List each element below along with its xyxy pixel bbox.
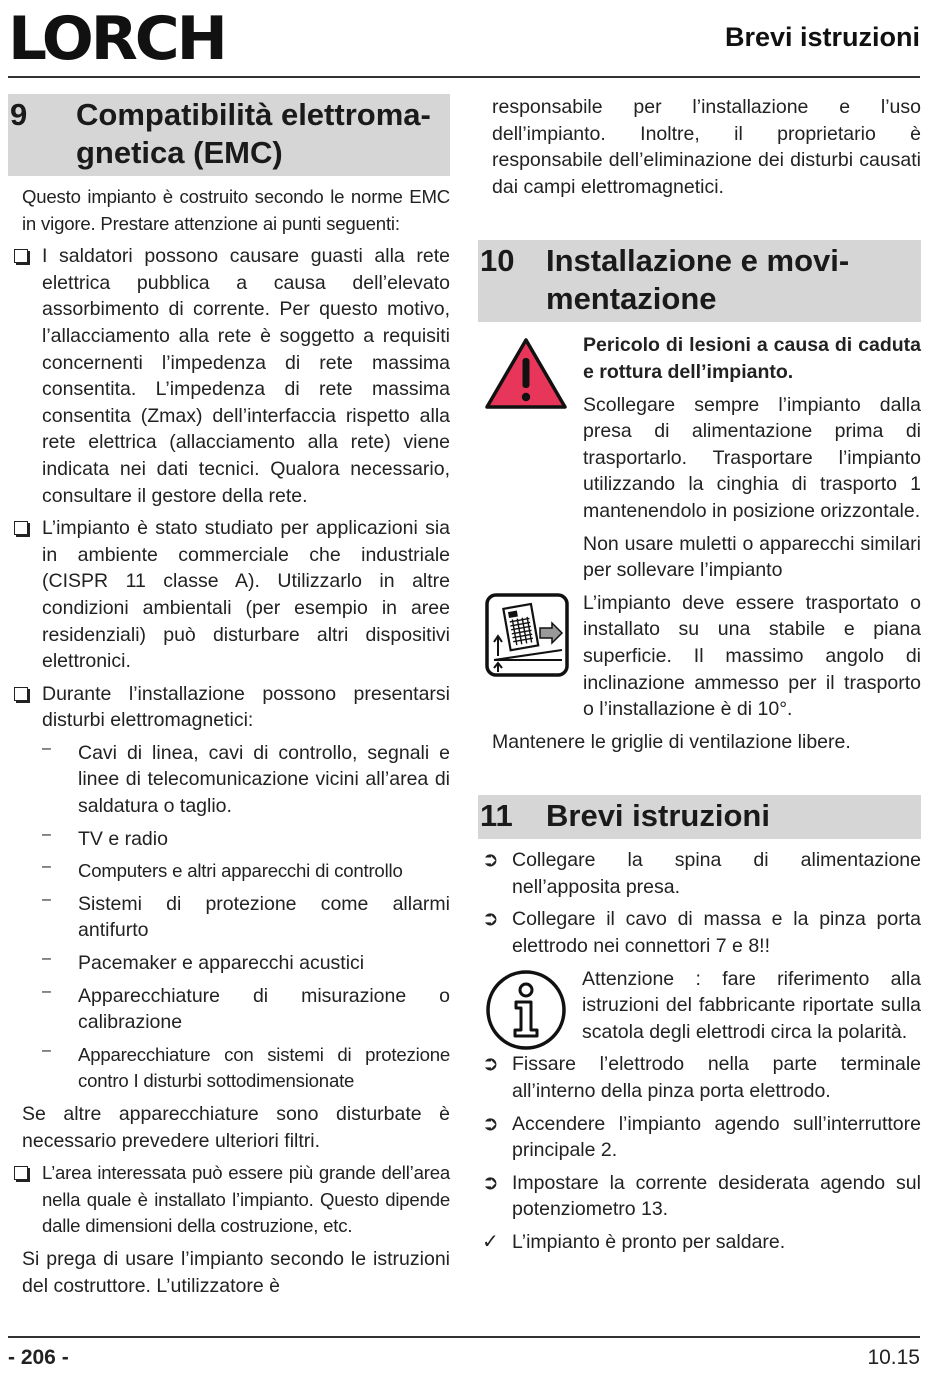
ventilation-paragraph: Mantenere le griglie di ventilazione libere. [492,730,851,753]
dash-item [8,983,450,1036]
bullet-item [8,515,450,675]
dash-item [8,1042,450,1095]
tilt-text: L’impianto deve essere trasportato o installato su una stabile e piana superficie. Il massimo angolo di inclinazione ammesso per il trasporto o l’installazione è di 10°. [583,591,921,721]
step-item [478,847,921,900]
document-version: 10.15 [867,1346,920,1369]
warning-text: Non usare muletti o apparecchi similari per sollevare l’impianto [583,532,921,582]
dash-text: Cavi di linea, cavi di controllo, segnali e linee di telecomunicazione vicini all’area di saldatura o taglio. [78,741,450,818]
dash-mark: – [42,825,51,843]
bullet-text: L’impianto è stato studiato per applicazioni sia in ambiente commerciale che industriale (CISPR 11 classe A). Utilizzarlo in altre condizioni ambientali (per esempio in aree residenziali) può disturbare altri dispositivi elettronici. [42,517,450,673]
info-text: Attenzione : fare riferimento alla istruzioni del fabbricante riportate sulla scatola degli elettrodi circa la polarità. [582,967,921,1043]
step-text: Impostare la corrente desiderata agendo sul potenziometro 13. [512,1171,921,1221]
arrow-bullet-icon: ➲ [482,908,499,931]
dash-text: Sistemi di protezione come allarmi antifurto [78,892,450,942]
emc-intro: Questo impianto è costruito secondo le norme EMC in vigore. Prestare attenzione ai punti seguenti: [22,186,450,234]
bullet-item [8,243,450,509]
dash-item [8,740,450,820]
bullet-item [8,681,450,734]
result-text: L’impianto è pronto per saldare. [512,1231,786,1253]
bullet-text: I saldatori possono causare guasti alla rete elettrica pubblica a causa dell’elevato assorbimento di corrente. Per questo motivo, l’allacciamento alla rete è soggetto a requisiti concernenti l’impedenza di rete massima consentita. L’impedenza di rete massima consentita (Zmax) dell’interfaccia rispetto alla rete elettrica (allacciamento alla rete) viene indicata nei dati tecnici. Qualora necessario, consultare il gestore della rete. [42,245,450,507]
step-item [478,1170,921,1223]
tilt-block [478,590,921,723]
arrow-bullet-icon: ➲ [482,1112,499,1135]
dash-mark: – [42,858,51,876]
dash-mark: – [42,982,51,1000]
dash-item [8,858,450,885]
closing-paragraph: Si prega di usare l’impianto secondo le istruzioni del costruttore. L’utilizzatore è [22,1247,450,1297]
section-number: 10 [480,243,515,279]
step-text: Fissare l’elettrodo nella parte terminale all’interno della pinza porta elettrodo. [512,1053,921,1103]
dash-item [8,826,450,853]
dash-mark: – [42,1041,51,1059]
step-item [478,1051,921,1104]
bullet-item [8,1160,450,1240]
checkbox-bullet-icon [14,249,28,263]
warning-title: Pericolo di lesioni a causa di caduta e rottura dell’impianto. [583,334,921,383]
footer-rule [8,1336,920,1338]
dash-item [8,891,450,944]
dash-text: TV e radio [78,827,168,850]
bullet-text: L’area interessata può essere più grande dell’area nella quale è installato l’impianto. Questo dipende dalle dimensioni della costruzione, etc. [42,1162,450,1237]
section-title-line: Installazione e movi- [546,243,850,279]
warning-block [478,332,921,583]
warning-triangle-icon [483,336,569,412]
bullet-text: Durante l’installazione possono presentarsi disturbi elettromagnetici: [42,682,450,732]
checkbox-bullet-icon [14,1166,28,1180]
dash-mark: – [42,890,51,908]
dash-mark: – [42,950,51,968]
filters-paragraph: Se altre apparecchiature sono disturbate è necessario prevedere ulteriori filtri. [22,1103,450,1152]
dash-mark: – [42,739,51,757]
warning-text: Scollegare sempre l’impianto dalla presa di alimentazione prima di trasportarlo. Trasportare l’impianto utilizzando la cinghia di trasporto 1 mantenendolo in posizione orizzontale. [583,393,921,522]
section-9-heading [8,94,450,176]
section-10-heading [478,240,921,322]
info-block [478,966,921,1046]
step-item [478,906,921,959]
continuation-paragraph: responsabile per l’installazione e l’uso dell’impianto. Inoltre, il proprietario è responsabile dell’eliminazione dei disturbi causati dai campi elettromagnetici. [492,96,921,198]
dash-text: Apparecchiature di misurazione o calibrazione [78,984,450,1034]
arrow-bullet-icon: ➲ [482,849,499,872]
checkbox-bullet-icon [14,687,28,701]
checkbox-bullet-icon [14,521,28,535]
dash-text: Apparecchiature con sistemi di protezione contro I disturbi sottodimensionate [78,1043,450,1092]
result-item [478,1229,921,1256]
section-11-heading [478,795,921,839]
tilt-limit-icon [484,592,570,678]
right-column [478,94,921,1256]
dash-text: Pacemaker e apparecchi acustici [78,952,365,975]
arrow-bullet-icon: ➲ [482,1053,499,1076]
header-rule [8,76,920,78]
checkmark-icon: ✓ [482,1231,499,1253]
step-text: Collegare il cavo di massa e la pinza porta elettrodo nei connettori 7 e 8!! [512,908,921,958]
page-number: - 206 - [8,1346,69,1369]
step-text: Accendere l’impianto agendo sull’interruttore principale 2. [512,1112,921,1162]
section-title-line: mentazione [546,281,717,317]
section-number: 11 [480,798,513,834]
step-text: Collegare la spina di alimentazione nell’apposita presa. [512,849,921,898]
arrow-bullet-icon: ➲ [482,1171,499,1194]
left-column [8,94,450,1299]
section-title-line: Compatibilità elettroma- [76,97,431,132]
dash-item [8,950,450,977]
header-title: Brevi istruzioni [724,22,920,52]
section-title-line: gnetica (EMC) [76,135,283,170]
brand-logo: LORCH [8,4,225,74]
step-item [478,1111,921,1164]
section-title-line: Brevi istruzioni [546,798,770,834]
section-number: 9 [10,97,28,132]
dash-text: Computers e altri apparecchi di controllo [78,860,403,882]
info-icon [484,968,568,1052]
